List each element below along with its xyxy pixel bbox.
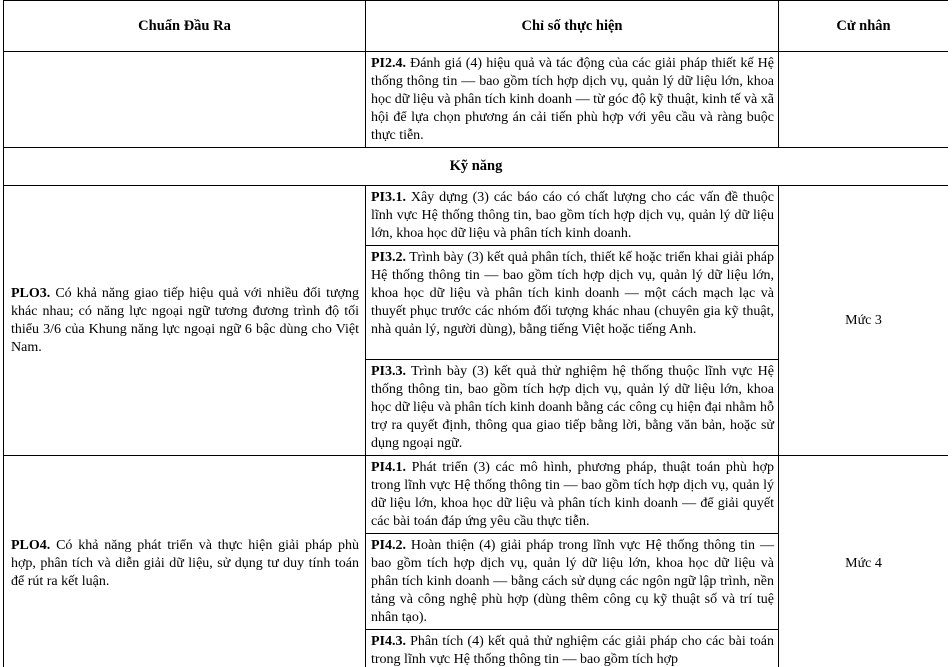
empty-outcome-cell xyxy=(4,52,366,148)
indicator-pi33 xyxy=(366,360,778,455)
plo3-level: Mức 3 xyxy=(779,186,949,456)
indicator-code: PI4.1. xyxy=(371,460,406,475)
indicator-code: PI3.1. xyxy=(371,190,406,205)
plo-text: Có khả năng giao tiếp hiệu quả với nhiều đối tượng khác nhau; có năng lực ngoại ngữ tương đương trình độ tối thiểu 3/6 của Khung năng lực ngoại ngữ 6 bậc dùng cho Việt Nam. xyxy=(11,285,359,355)
table-row xyxy=(4,52,949,148)
indicator-pi24 xyxy=(366,52,778,147)
table-row xyxy=(4,186,949,246)
indicator-cell xyxy=(366,52,779,148)
indicator-pi43 xyxy=(366,630,778,667)
header-row xyxy=(4,1,949,52)
indicator-text: Đánh giá (4) hiệu quả và tác động của các giải pháp thiết kế Hệ thống thông tin — bao gồm tích hợp dịch vụ, quản lý dữ liệu lớn, khoa học dữ liệu và phân tích kinh doanh — từ góc độ kỹ thuật, kinh tế và xã hội để lựa chọn phương án cải tiến phù hợp với yêu cầu và ràng buộc thực tiễn. xyxy=(371,56,774,143)
empty-level-cell xyxy=(779,52,949,148)
plo-code: PLO3. xyxy=(11,285,51,301)
indicator-text: Phân tích (4) kết quả thử nghiệm các giải pháp cho các bài toán trong lĩnh vực Hệ thống thông tin — bao gồm tích hợp xyxy=(371,634,774,667)
indicator-text: Trình bày (3) kết quả thử nghiệm hệ thống thuộc lĩnh vực Hệ thống thông tin, bao gồm tích hợp dịch vụ, quản lý dữ liệu lớn, khoa học dữ liệu và phân tích kinh doanh bằng các công cụ hiện đại nhằm hỗ trợ ra quyết định, thông qua giao tiếp bằng lời, bằng văn bản, hoặc sử dụng ngoại ngữ. xyxy=(371,364,774,451)
indicator-cell xyxy=(366,186,779,246)
table-row xyxy=(4,456,949,534)
indicator-cell xyxy=(366,630,779,667)
indicator-text: Hoàn thiện (4) giải pháp trong lĩnh vực Hệ thống thông tin — bao gồm tích hợp dịch vụ, quản lý dữ liệu lớn, khoa học dữ liệu và phân tích kinh doanh — bằng cách sử dụng các ngôn ngữ lập trình, nền tảng và công nghệ phù hợp (dùng thêm công cụ kỹ thuật số và trí tuệ nhân tạo). xyxy=(371,538,774,625)
indicator-cell xyxy=(366,456,779,534)
indicator-text: Trình bày (3) kết quả phân tích, thiết kế hoặc triển khai giải pháp Hệ thống thông tin — bao gồm tích hợp dịch vụ, quản lý dữ liệu lớn, khoa học dữ liệu và phân tích kinh doanh — một cách mạch lạc và thuyết phục trước các nhóm đối tượng khác nhau (chuyên gia kỹ thuật, nhà quản lý, người dùng), bằng tiếng Việt hoặc tiếng Anh. xyxy=(371,250,774,337)
plo4-level: Mức 4 xyxy=(779,456,949,667)
plo4-cell xyxy=(4,456,366,667)
indicator-pi41 xyxy=(366,456,778,533)
indicator-code: PI4.3. xyxy=(371,634,406,649)
indicator-pi32 xyxy=(366,246,778,341)
indicator-text: Xây dựng (3) các báo cáo có chất lượng cho các vấn đề thuộc lĩnh vực Hệ thống thông tin, bao gồm tích hợp dịch vụ, quản lý dữ liệu lớn, khoa học dữ liệu và phân tích kinh doanh. xyxy=(371,190,774,241)
header-indicator: Chỉ số thực hiện xyxy=(366,1,779,52)
indicator-cell xyxy=(366,246,779,360)
outcomes-document xyxy=(3,0,948,667)
indicator-cell xyxy=(366,360,779,456)
section-title: Kỹ năng xyxy=(4,148,949,186)
learning-outcomes-table xyxy=(3,0,948,667)
header-outcome: Chuẩn Đầu Ra xyxy=(4,1,366,52)
indicator-code: PI3.3. xyxy=(371,364,406,379)
plo-code: PLO4. xyxy=(11,537,51,553)
indicator-text: Phát triển (3) các mô hình, phương pháp, thuật toán phù hợp trong lĩnh vực Hệ thống thông tin — bao gồm tích hợp dịch vụ, quản lý dữ liệu lớn, khoa học dữ liệu và phân tích kinh doanh — để giải quyết các bài toán đáp ứng yêu cầu thực tiễn. xyxy=(371,460,774,529)
indicator-cell xyxy=(366,534,779,630)
indicator-pi42 xyxy=(366,534,778,629)
plo-text: Có khả năng phát triển và thực hiện giải pháp phù hợp, phân tích và diễn giải dữ liệu, sử dụng tư duy tính toán để rút ra kết luận. xyxy=(11,537,359,589)
header-bachelor: Cử nhân xyxy=(779,1,949,52)
indicator-pi31 xyxy=(366,186,778,245)
indicator-code: PI2.4. xyxy=(371,56,406,71)
plo3-cell xyxy=(4,186,366,456)
section-row xyxy=(4,148,949,186)
indicator-code: PI3.2. xyxy=(371,250,406,265)
indicator-code: PI4.2. xyxy=(371,538,406,553)
